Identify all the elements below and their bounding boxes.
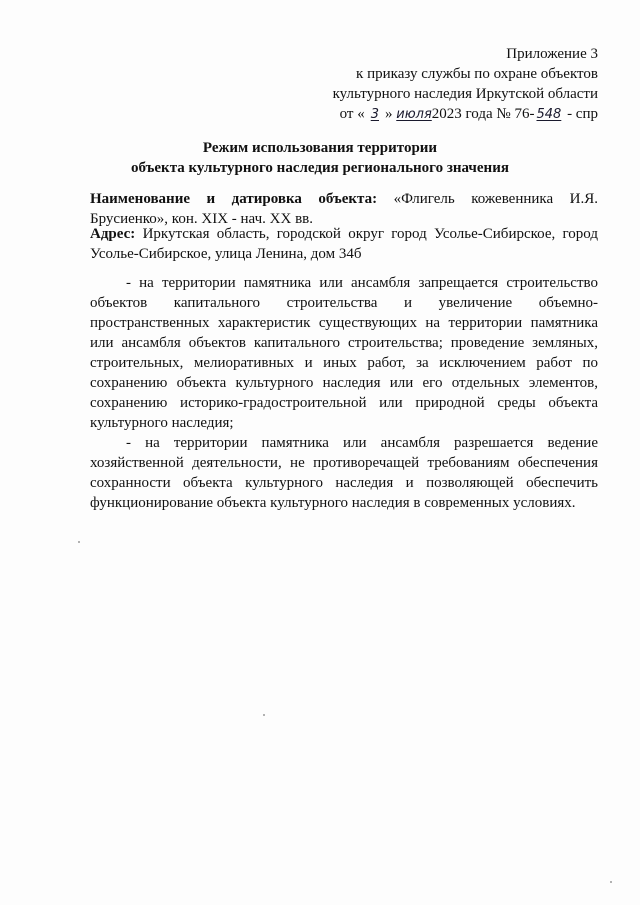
address-label: Адрес: [90, 226, 136, 242]
appendix-header [333, 44, 598, 125]
appendix-date-line [333, 104, 598, 125]
date-year: 2023 года № 76- [431, 106, 535, 122]
title-line-1: Режим использования территории [202, 140, 438, 156]
appendix-authority: культурного наследия Иркутской области [332, 86, 598, 102]
appendix-order-ref: к приказу службы по охране объектов [356, 66, 598, 82]
handwritten-day: 3 [370, 107, 379, 122]
object-value: «Флигель кожевенника И.Я. Брусиенко», кон. XIX - нач. XX вв. [90, 191, 598, 227]
date-mid: » [385, 106, 393, 122]
object-name-block [90, 189, 598, 229]
date-prefix: от « [339, 106, 365, 122]
appendix-number: Приложение 3 [506, 46, 598, 62]
order-suffix: - спр [567, 106, 598, 122]
address-value: Иркутская область, городской округ город Усолье-Сибирское, город Усолье-Сибирское, улица Ленина, дом 34б [90, 226, 599, 262]
rule-allowed: - на территории памятника или ансамбля разрешается ведение хозяйственной деятельности, не противоречащей требованиям обеспечения сохранности объекта культурного наследия и позволяющей обеспечить функционирование объекта культурного наследия в современных условиях. [90, 435, 598, 511]
address-block [90, 224, 598, 264]
usage-rules [90, 273, 598, 513]
document-title [0, 138, 640, 178]
rule-prohibited: - на территории памятника или ансамбля запрещается строительство объектов капитального строительства и увеличение объемно-пространственных характеристик существующих на территории памятника или ансамбля объектов капитального строительства; проведение земляных, строительных, мелиоративных и иных работ, за исключением работ по сохранению объекта культурного наследия или его отдельных элементов, сохранению историко-градостроительной или природной среды объекта культурного наследия; [90, 275, 598, 431]
scan-speck [78, 541, 80, 543]
title-line-2: объекта культурного наследия регионального значения [131, 160, 509, 176]
object-label: Наименование и датировка объекта: [90, 191, 378, 207]
handwritten-order-number: 548 [536, 107, 562, 122]
handwritten-month: июля [396, 107, 432, 122]
scan-speck [610, 881, 612, 883]
scan-speck [263, 714, 265, 716]
